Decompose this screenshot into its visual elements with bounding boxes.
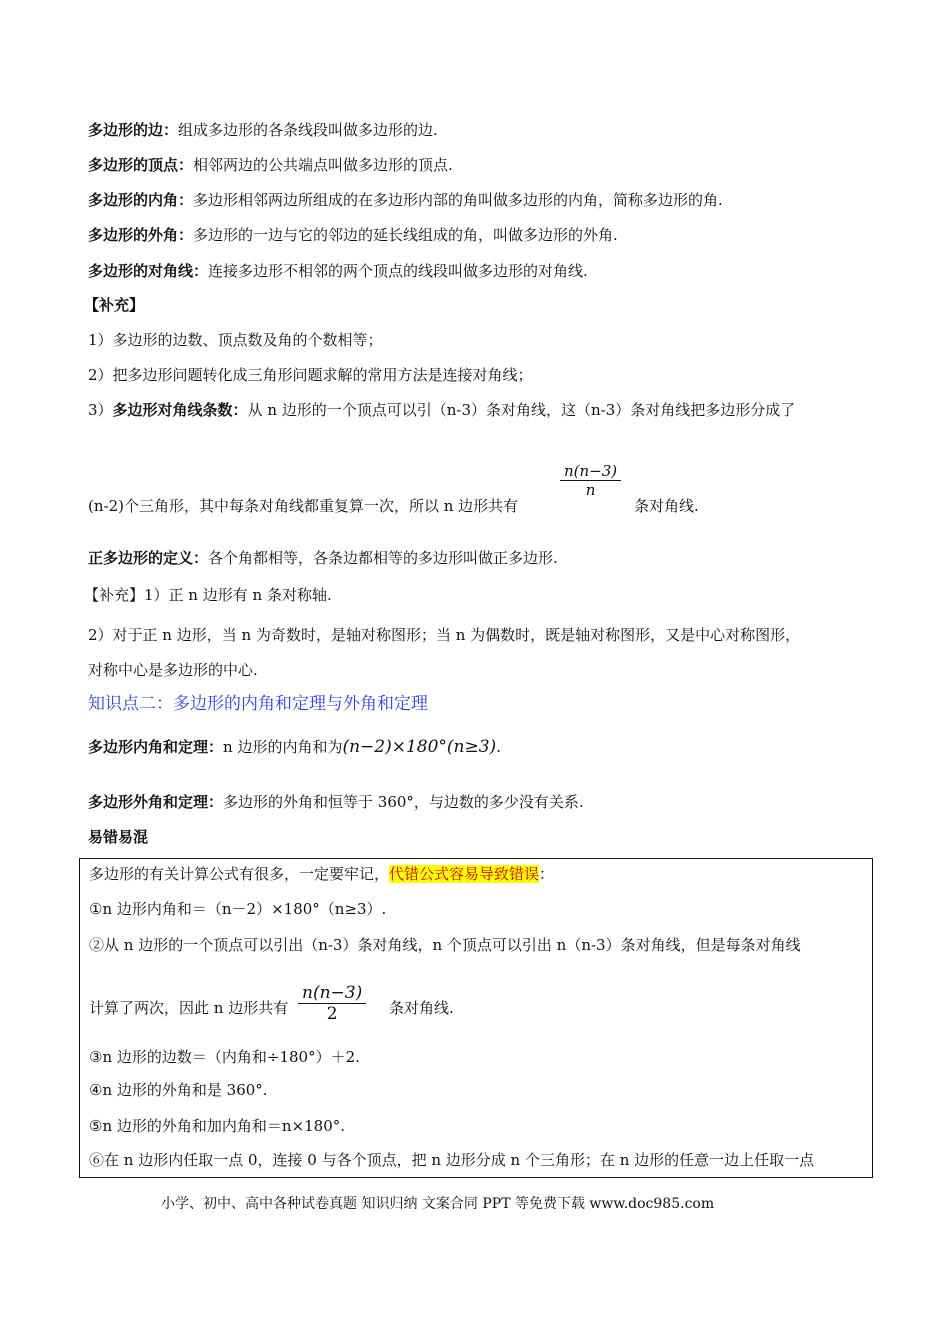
def-exterior-angle [88,225,618,245]
regular-supplement-3: 对称中心是多边形的中心. [88,661,258,679]
term: 多边形的顶点： [88,156,194,174]
definition-text: 相邻两边的公共端点叫做多边形的顶点. [193,156,453,174]
def-interior-angle [88,190,723,210]
definition-text: 连接多边形不相邻的两个顶点的线段叫做多边形的对角线. [208,262,588,280]
term: 多边形外角和定理： [88,793,224,811]
term: 多边形的内角： [88,191,194,209]
interior-formula: (n−2)×180°(n≥3) [342,737,497,757]
term: 正多边形的定义： [88,549,209,567]
box-line-7: ⑥在 n 边形内任取一点 0，连接 0 与各个顶点，把 n 边形分成 n 个三角形；在 n 边形的任意一边上任取一点 [89,1151,815,1169]
supplement-item-3-cont: (n-2)个三角形，其中每条对角线都重复算一次，所以 n 边形共有 [88,497,519,515]
definition-text: 多边形的一边与它的邻边的延长线组成的角，叫做多边形的外角. [193,226,618,244]
fraction-denominator: n [560,480,621,499]
fraction-numerator: n(n−3) [564,462,618,480]
regular-supplement-1: 【补充】1）正 n 边形有 n 条对称轴. [84,586,332,604]
term: 多边形的外角： [88,226,194,244]
term: 多边形的边： [88,121,179,139]
def-edge [88,120,438,140]
item-text: 从 n 边形的一个顶点可以引（n-3）条对角线，这（n-3）条对角线把多边形分成了 [247,401,796,419]
box-line-2: ②从 n 边形的一个顶点可以引出（n-3）条对角线，n 个顶点可以引出 n（n-3）条对角线，但是每条对角线 [89,936,801,954]
box-line-6: ⑤n 边形的外角和加内角和＝n×180°. [89,1117,346,1135]
def-vertex [88,155,453,175]
box-line-3b: 条对角线. [389,999,454,1017]
interior-angle-theorem [88,737,501,757]
pitfall-title: 易错易混 [88,828,149,846]
pitfall-box [79,858,873,1178]
box-line-1: ①n 边形内角和＝（n－2）×180°（n≥3）. [89,900,387,918]
def-regular-polygon [88,548,558,568]
box-diagonal-fraction [298,983,366,1024]
fraction-numerator: n(n−3) [302,983,363,1003]
page-footer: 小学、初中、高中各种试卷真题 知识归纳 文案合同 PPT 等免费下载 www.doc985.com [161,1196,715,1212]
supplement-item-3 [88,400,795,420]
period: . [496,738,501,756]
supplement-item-3-end: 条对角线. [634,497,699,515]
supplement-item-1: 1）多边形的边数、顶点数及角的个数相等； [88,331,383,349]
definition-text: 各个角都相等，各条边都相等的多边形叫做正多边形. [208,549,558,567]
box-line-5: ④n 边形的外角和是 360°. [89,1081,268,1099]
intro-text: 多边形的有关计算公式有很多，一定要牢记， [89,865,390,883]
exterior-angle-theorem [88,792,584,812]
item-prefix: 3） [88,401,113,419]
term: 多边形的对角线： [88,262,209,280]
box-line-4: ③n 边形的边数＝（内角和÷180°）＋2. [89,1048,360,1066]
term: 多边形对角线条数： [112,401,248,419]
supplement-title: 【补充】 [84,296,145,314]
theorem-text: n 边形的内角和为 [223,738,343,756]
definition-text: 组成多边形的各条线段叫做多边形的边. [178,121,438,139]
fraction-denominator: 2 [298,1003,366,1024]
supplement-item-2: 2）把多边形问题转化成三角形问题求解的常用方法是连接对角线； [88,366,533,384]
highlight-text: 代错公式容易导致错误 [389,865,540,883]
definition-text: 多边形相邻两边所组成的在多边形内部的角叫做多边形的内角，简称多边形的角. [193,191,723,209]
intro-end: ： [539,865,555,883]
section-heading: 知识点二：多边形的内角和定理与外角和定理 [88,694,428,714]
box-line-3a: 计算了两次，因此 n 边形共有 [89,999,289,1017]
diagonal-fraction [560,462,621,499]
def-diagonal [88,261,588,281]
term: 多边形内角和定理： [88,738,224,756]
theorem-text: 多边形的外角和恒等于 360°，与边数的多少没有关系. [223,793,584,811]
box-intro [89,864,554,884]
regular-supplement-2: 2）对于正 n 边形，当 n 为奇数时，是轴对称图形；当 n 为偶数时，既是轴对称图形，又是中心对称图形， [88,626,801,644]
